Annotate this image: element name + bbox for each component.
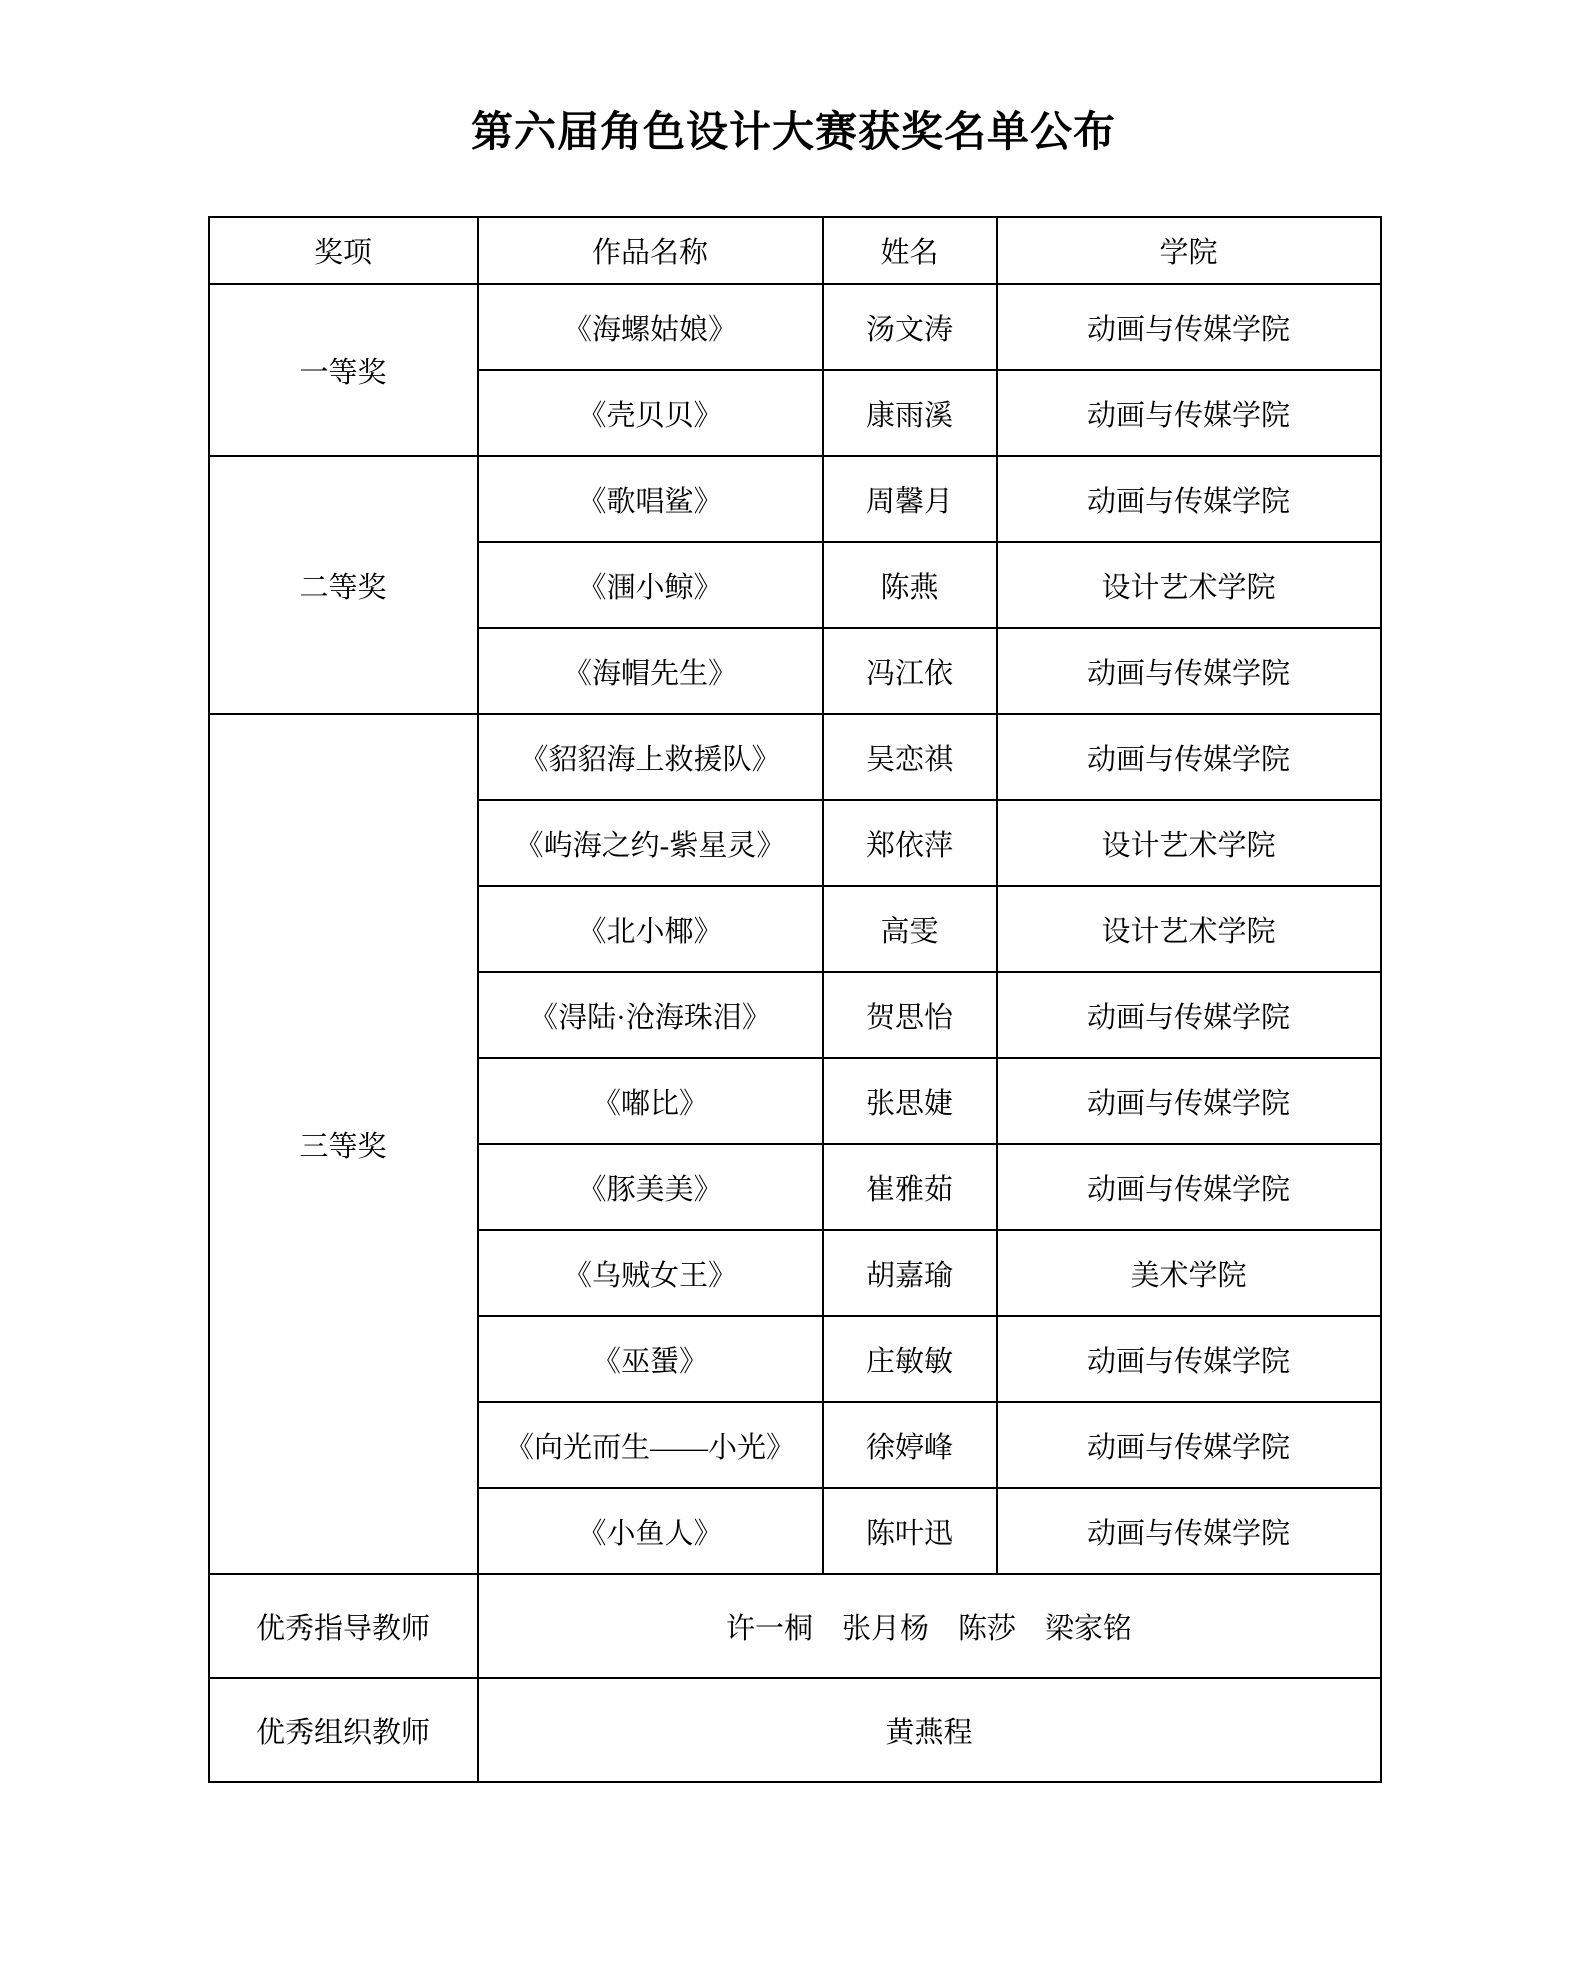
work-cell: 《乌贼女王》 [478, 1230, 823, 1316]
teacher-label-cell: 优秀指导教师 [209, 1574, 478, 1678]
name-cell: 胡嘉瑜 [823, 1230, 997, 1316]
name-cell: 吴恋祺 [823, 714, 997, 800]
work-cell: 《貂貂海上救援队》 [478, 714, 823, 800]
awards-table [208, 216, 1382, 1783]
work-cell: 《巫蜑》 [478, 1316, 823, 1402]
column-header-name: 姓名 [823, 217, 997, 284]
work-cell: 《壳贝贝》 [478, 370, 823, 456]
college-cell: 动画与传媒学院 [997, 1144, 1381, 1230]
work-cell: 《海螺姑娘》 [478, 284, 823, 370]
college-cell: 动画与传媒学院 [997, 284, 1381, 370]
work-cell: 《豚美美》 [478, 1144, 823, 1230]
name-cell: 庄敏敏 [823, 1316, 997, 1402]
name-cell: 陈叶迅 [823, 1488, 997, 1574]
table-row-guiding-teachers [209, 1574, 1381, 1678]
page-title: 第六届角色设计大赛获奖名单公布 [470, 110, 1116, 156]
award-group-cell-third-prize: 三等奖 [209, 714, 478, 1574]
college-cell: 动画与传媒学院 [997, 1058, 1381, 1144]
work-cell: 《嘟比》 [478, 1058, 823, 1144]
college-cell: 动画与传媒学院 [997, 714, 1381, 800]
work-cell: 《淂陆·沧海珠泪》 [478, 972, 823, 1058]
teacher-label-cell: 优秀组织教师 [209, 1678, 478, 1782]
work-cell: 《北小椰》 [478, 886, 823, 972]
college-cell: 设计艺术学院 [997, 542, 1381, 628]
document-body [208, 108, 1380, 1783]
name-cell: 郑依萍 [823, 800, 997, 886]
award-group-cell-second-prize: 二等奖 [209, 456, 478, 714]
college-cell: 动画与传媒学院 [997, 1402, 1381, 1488]
table-header-row [209, 217, 1381, 284]
college-cell: 动画与传媒学院 [997, 370, 1381, 456]
college-cell: 动画与传媒学院 [997, 972, 1381, 1058]
work-cell: 《涠小鲸》 [478, 542, 823, 628]
table-row [209, 456, 1381, 542]
table-row [209, 714, 1381, 800]
work-cell: 《歌唱鲨》 [478, 456, 823, 542]
name-cell: 冯江依 [823, 628, 997, 714]
name-cell: 陈燕 [823, 542, 997, 628]
college-cell: 美术学院 [997, 1230, 1381, 1316]
work-cell: 《小鱼人》 [478, 1488, 823, 1574]
name-cell: 贺思怡 [823, 972, 997, 1058]
work-cell: 《屿海之约-紫星灵》 [478, 800, 823, 886]
table-row [209, 284, 1381, 370]
award-group-cell-first-prize: 一等奖 [209, 284, 478, 456]
work-cell: 《海帽先生》 [478, 628, 823, 714]
column-header-award: 奖项 [209, 217, 478, 284]
college-cell: 动画与传媒学院 [997, 1488, 1381, 1574]
work-cell: 《向光而生——小光》 [478, 1402, 823, 1488]
name-cell: 徐婷峰 [823, 1402, 997, 1488]
column-header-work: 作品名称 [478, 217, 823, 284]
name-cell: 张思婕 [823, 1058, 997, 1144]
college-cell: 动画与传媒学院 [997, 628, 1381, 714]
column-header-college: 学院 [997, 217, 1381, 284]
college-cell: 动画与传媒学院 [997, 456, 1381, 542]
name-cell: 高雯 [823, 886, 997, 972]
name-cell: 康雨溪 [823, 370, 997, 456]
college-cell: 设计艺术学院 [997, 800, 1381, 886]
teacher-names-cell: 许一桐 张月杨 陈莎 梁家铭 [478, 1574, 1381, 1678]
name-cell: 周馨月 [823, 456, 997, 542]
teacher-names-cell: 黄燕程 [478, 1678, 1381, 1782]
college-cell: 设计艺术学院 [997, 886, 1381, 972]
table-row-organizing-teachers [209, 1678, 1381, 1782]
name-cell: 崔雅茹 [823, 1144, 997, 1230]
college-cell: 动画与传媒学院 [997, 1316, 1381, 1402]
name-cell: 汤文涛 [823, 284, 997, 370]
